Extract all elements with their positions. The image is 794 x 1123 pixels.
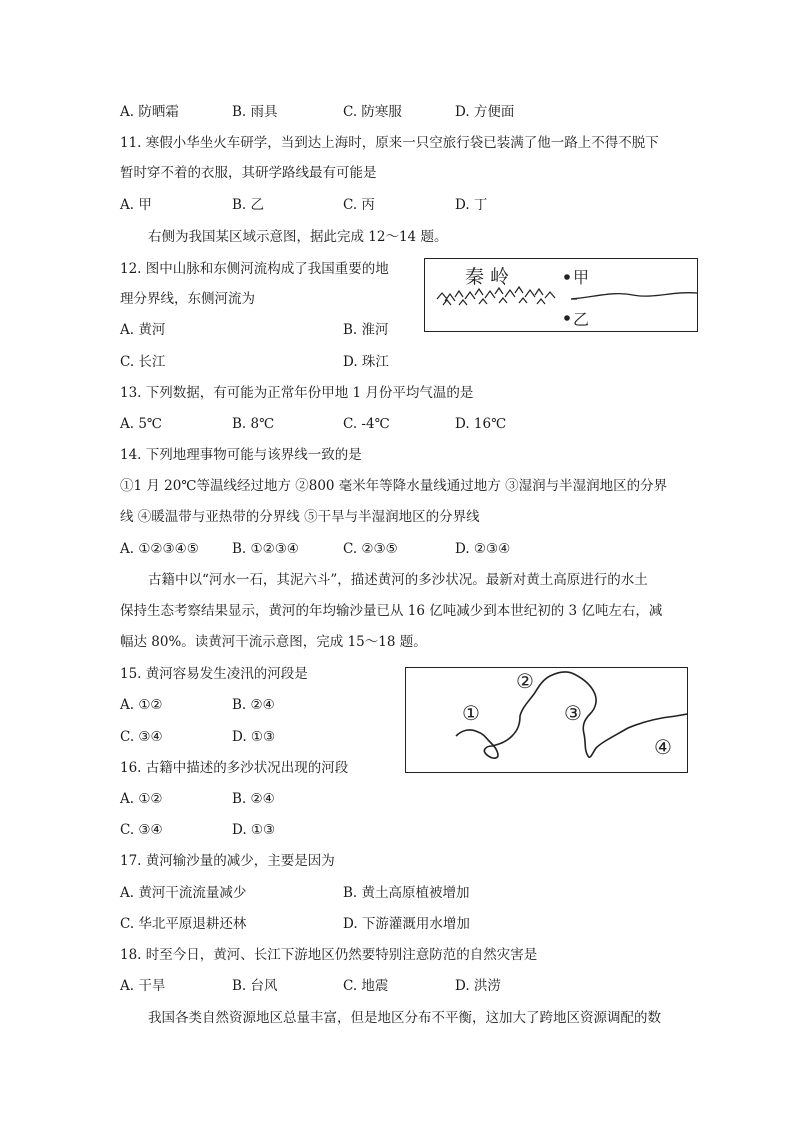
qinling-map (424, 258, 698, 332)
q14-option-d: D. ②③④ (455, 541, 511, 557)
mountain-symbols (437, 287, 555, 305)
q12-stem-line1: 12. 图中山脉和东侧河流构成了我国重要的地 (120, 261, 389, 277)
q13-option-a: A. 5℃ (120, 416, 163, 432)
q11-option-c: C. 丙 (343, 197, 375, 213)
section-label-1: ① (462, 701, 480, 725)
passage-last: 我国各类自然资源地区总量丰富，但是地区分布不平衡，这加大了跨地区资源调配的数 (148, 1010, 661, 1026)
yellow-river-drawing (406, 668, 687, 772)
q15-option-b: B. ②④ (232, 697, 275, 713)
passage-line2: 保持生态考察结果显示，黄河的年均输沙量已从 16 亿吨减少到本世纪初的 3 亿吨左右，减 (120, 603, 663, 619)
q15-option-a: A. ①② (120, 697, 163, 713)
q17-option-a: A. 黄河干流流量减少 (120, 885, 247, 901)
q14-stem-line1: 14. 下列地理事物可能与该界线一致的是 (120, 447, 362, 463)
q11-option-b: B. 乙 (232, 197, 265, 213)
q10-option-a: A. 防晒霜 (120, 104, 179, 120)
q17-option-b: B. 黄土高原植被增加 (343, 885, 470, 901)
q10-option-d: D. 方便面 (455, 104, 515, 120)
section-label-2: ② (516, 669, 534, 693)
intro-12-14: 右侧为我国某区域示意图，据此完成 12～14 题。 (148, 229, 448, 245)
passage-line3: 幅达 80%。读黄河干流示意图，完成 15～18 题。 (120, 634, 427, 650)
q12-option-d: D. 珠江 (343, 354, 389, 370)
section-label-4: ④ (654, 735, 672, 759)
q17-option-c: C. 华北平原退耕还林 (120, 916, 247, 932)
q10-option-c: C. 防寒服 (343, 104, 402, 120)
qinling-label: 秦 岭 (465, 266, 510, 288)
qinling-map-drawing (425, 259, 697, 331)
q14-option-b: B. ①②③④ (232, 541, 299, 557)
q16-option-d: D. ①③ (232, 822, 276, 838)
q12-option-a: A. 黄河 (120, 322, 166, 338)
q16-option-a: A. ①② (120, 791, 163, 807)
section-label-3: ③ (564, 701, 582, 725)
q18-option-c: C. 地震 (343, 978, 389, 994)
q13-option-d: D. 16℃ (455, 416, 507, 432)
q15-option-c: C. ③④ (120, 729, 163, 745)
q18-option-b: B. 台风 (232, 978, 278, 994)
q13-option-c: C. -4℃ (343, 416, 390, 432)
q12-option-b: B. 淮河 (343, 322, 389, 338)
q18-option-a: A. 干旱 (120, 978, 166, 994)
q12-stem-line2: 理分界线，东侧河流为 (120, 291, 255, 307)
q17-option-d: D. 下游灌溉用水增加 (343, 916, 470, 932)
q10-option-b: B. 雨具 (232, 104, 278, 120)
q16-option-c: C. ③④ (120, 822, 163, 838)
point-yi (564, 315, 570, 321)
q15-option-d: D. ①③ (232, 729, 276, 745)
q11-stem-line2: 暂时穿不着的衣服，其研学路线最有可能是 (120, 165, 377, 181)
q13-option-b: B. 8℃ (232, 416, 275, 432)
q17-stem: 17. 黄河输沙量的减少，主要是因为 (120, 853, 335, 869)
q14-option-c: C. ②③⑤ (343, 541, 398, 557)
q11-stem-line1: 11. 寒假小华坐火车研学，当到达上海时，原来一只空旅行袋已装满了他一路上不得不脱下 (120, 135, 659, 151)
point-jia (564, 274, 570, 280)
huaihe-river (571, 293, 697, 299)
passage-line1: 古籍中以“河水一石，其泥六斗”，描述黄河的多沙状况。最新对黄土高原进行的水土 (148, 572, 648, 588)
q18-option-d: D. 洪涝 (455, 978, 501, 994)
label-yi: 乙 (573, 310, 590, 329)
q12-option-c: C. 长江 (120, 354, 166, 370)
q14-option-a: A. ①②③④⑤ (120, 541, 199, 557)
q11-option-a: A. 甲 (120, 197, 152, 213)
q13-stem: 13. 下列数据，有可能为正常年份甲地 1 月份平均气温的是 (120, 385, 474, 401)
q11-option-d: D. 丁 (455, 197, 488, 213)
q18-stem: 18. 时至今日，黄河、长江下游地区仍然要特别注意防范的自然灾害是 (120, 947, 538, 963)
label-jia: 甲 (573, 268, 590, 287)
q16-option-b: B. ②④ (232, 791, 275, 807)
q14-stem-line3: 线 ④暖温带与亚热带的分界线 ⑤干旱与半湿润地区的分界线 (120, 509, 480, 525)
q14-stem-line2: ①1 月 20℃等温线经过地方 ②800 毫米年等降水量线通过地方 ③湿润与半湿润地区的分界 (120, 478, 668, 494)
yellow-river-map (405, 667, 688, 773)
q15-stem: 15. 黄河容易发生凌汛的河段是 (120, 666, 308, 682)
q16-stem: 16. 古籍中描述的多沙状况出现的河段 (120, 760, 349, 776)
